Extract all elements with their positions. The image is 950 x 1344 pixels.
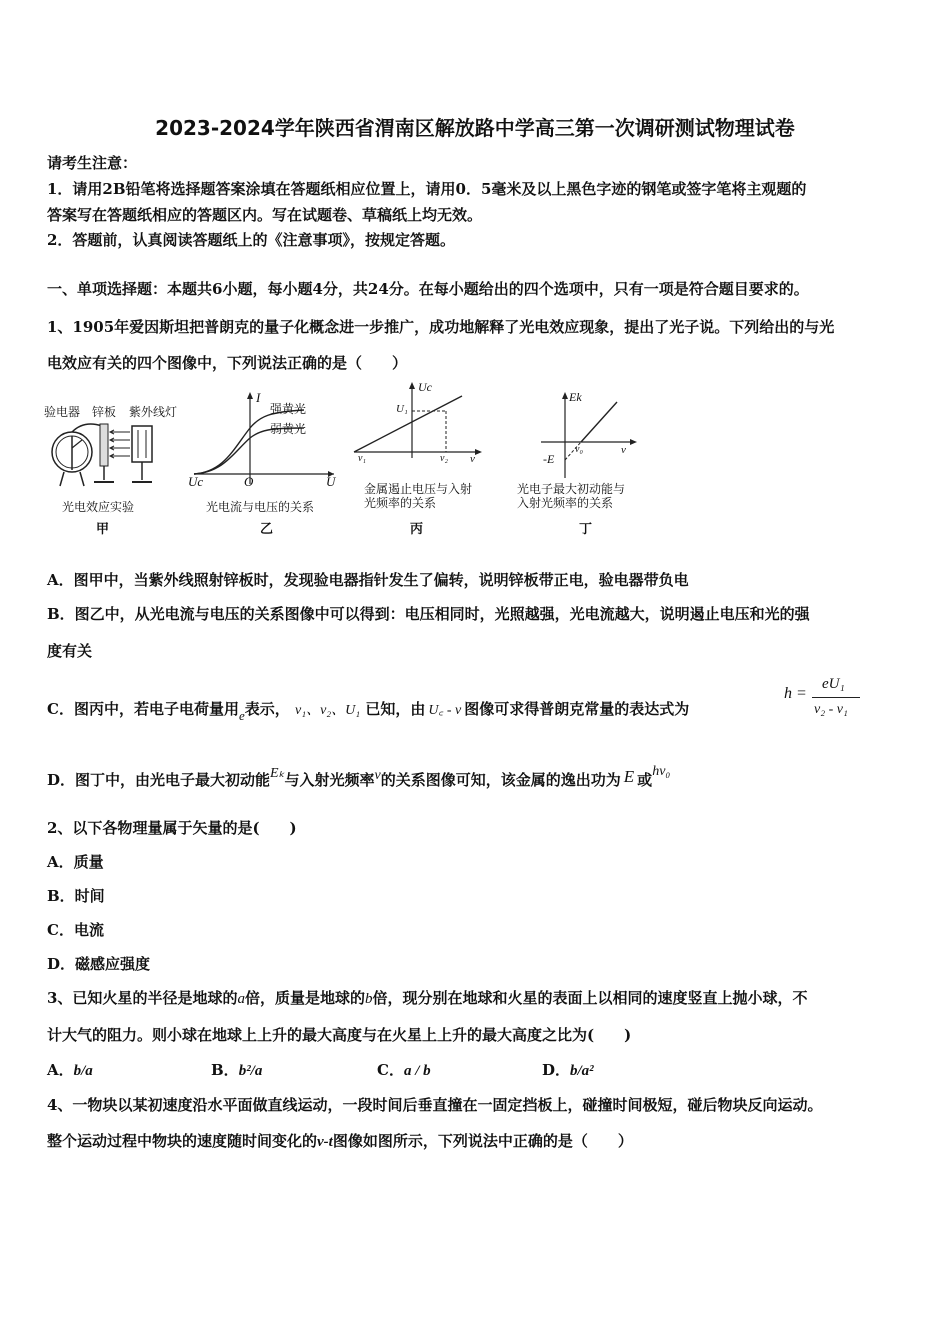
q4-stem-cont xyxy=(47,1130,633,1151)
label-electroscope: 验电器 xyxy=(44,405,81,419)
math-hv0: hν₀ xyxy=(652,764,671,779)
math-v: ν xyxy=(374,768,381,783)
text-segment: 已知，由 xyxy=(365,700,426,718)
fraction-bar xyxy=(812,697,860,698)
axis-label-uc: Uc xyxy=(418,380,432,394)
label-zinc-plate: 锌板 xyxy=(92,405,117,419)
q2-option-d: D．磁感应强度 xyxy=(47,955,151,973)
option-value: a / b xyxy=(403,1063,431,1079)
text-segment: 整个运动过程中物块的速度随时间变化的 xyxy=(47,1132,318,1150)
label-uv-lamp: 紫外线灯 xyxy=(129,405,178,419)
axis-label-i: I xyxy=(256,390,261,405)
math-relation: U꜀ - ν xyxy=(428,703,462,718)
math-denominator: ν₂ - ν₁ xyxy=(814,702,848,717)
notice-line: 1．请用2B铅笔将选择题答案涂填在答题纸相应位置上，请用0．5毫米及以上黑色字迹的钢笔或签字笔将主观题的 xyxy=(47,180,807,198)
q2-option-a: A．质量 xyxy=(47,853,104,871)
label-strong-light: 强黄光 xyxy=(270,402,307,416)
figure-caption: 光电子最大初动能与 xyxy=(517,482,626,496)
label-u1: U₁ xyxy=(396,403,408,415)
figure-yi xyxy=(184,388,344,535)
q2-option-c: C．电流 xyxy=(47,921,104,939)
math-e: E xyxy=(623,767,635,786)
q3-option-a xyxy=(47,1059,93,1080)
axis-origin: O xyxy=(244,474,254,489)
figure-caption: 光电流与电压的关系 xyxy=(206,500,315,514)
axis-label-v: ν xyxy=(621,444,626,456)
label-v0: ν₀ xyxy=(575,444,583,455)
figure-caption: 入射光频率的关系 xyxy=(517,496,614,510)
text-segment: 的关系图像可知，该金属的逸出功为 xyxy=(380,771,621,789)
label-v2: ν₂ xyxy=(440,453,448,464)
figure-ding xyxy=(505,388,640,535)
text-segment: 或 xyxy=(637,771,653,789)
notice-line: 2．答题前，认真阅读答题纸上的《注意事项》，按规定答题。 xyxy=(47,231,455,249)
q3-stem xyxy=(47,987,807,1008)
figure-caption: 光频率的关系 xyxy=(364,496,437,510)
math-vt: v-t xyxy=(317,1134,333,1150)
q2-option-b: B．时间 xyxy=(47,887,105,905)
axis-label-u: U xyxy=(326,474,336,489)
notice-line: 答案写在答题纸相应的答题区内。写在试题卷、草稿纸上均无效。 xyxy=(47,206,483,224)
math-h: h = xyxy=(784,685,807,702)
q1-option-b: B．图乙中，从光电流与电压的关系图像中可以得到：电压相同时，光照越强，光电流越大，说明遏止电压和光的强 xyxy=(47,605,810,623)
math-a: a xyxy=(237,991,245,1007)
q3-stem-cont: 计大气的阻力。则小球在地球上上升的最大高度与在火星上上升的最大高度之比为( ) xyxy=(47,1026,632,1044)
q3-option-b xyxy=(211,1059,262,1080)
text-segment: 与入射光频率 xyxy=(284,771,375,789)
option-letter: D． xyxy=(542,1061,571,1079)
figure-letter: 甲 xyxy=(96,522,110,537)
figure-letter: 乙 xyxy=(260,522,274,537)
text-segment: 表示， xyxy=(244,700,290,718)
math-e: e xyxy=(238,708,245,723)
q1-option-c xyxy=(47,698,690,723)
q1-stem: 电效应有关的四个图像中，下列说法正确的是（ ） xyxy=(47,354,408,372)
q3-option-c xyxy=(377,1059,431,1080)
electroscope-diagram xyxy=(44,418,184,498)
q1-option-a: A．图甲中，当紫外线照射锌板时，发现验电器指针发生了偏转，说明锌板带正电，验电器带负电 xyxy=(47,571,689,589)
text-segment: 倍，现分别在地球和火星的表面上以相同的速度竖直上抛小球，不 xyxy=(372,989,808,1007)
page-title: 2023-2024学年陕西省渭南区解放路中学高三第一次调研测试物理试卷 xyxy=(155,116,795,140)
q1-option-b-cont: 度有关 xyxy=(47,642,93,660)
text-segment: 3、已知火星的半径是地球的 xyxy=(47,989,238,1007)
figure-bing xyxy=(350,378,485,535)
text-segment: 图像如图所示，下列说法中正确的是（ ） xyxy=(332,1132,633,1150)
q2-stem: 2、以下各物理量属于矢量的是( ) xyxy=(47,819,297,837)
math-b: b xyxy=(364,991,373,1007)
option-letter: C． xyxy=(377,1061,404,1079)
option-letter: B． xyxy=(211,1061,239,1079)
q4-stem: 4、一物块以某初速度沿水平面做直线运动，一段时间后垂直撞在一固定挡板上，碰撞时间极短，碰后物块反向运动。 xyxy=(47,1096,823,1114)
math-ek: Eₖ xyxy=(270,766,285,781)
figure-caption: 金属遏止电压与入射 xyxy=(364,482,473,496)
notice-heading: 请考生注意： xyxy=(47,154,138,172)
label-v1: ν₁ xyxy=(358,453,366,464)
axis-label-v: ν xyxy=(470,453,475,465)
option-value: b/a xyxy=(73,1063,93,1079)
text-segment: C．图丙中，若电子电荷量用 xyxy=(47,700,239,718)
q1-stem: 1、1905年爱因斯坦把普朗克的量子化概念进一步推广，成功地解释了光电效应现象，提出了光子说。下列给出的与光 xyxy=(47,318,835,336)
figure-caption: 光电效应实验 xyxy=(62,500,135,514)
option-value: b²/a xyxy=(238,1063,263,1079)
math-vars: ν₁、ν₂、U₁ xyxy=(294,703,361,718)
axis-label-ek: Ek xyxy=(569,390,582,404)
figure-jia xyxy=(44,400,184,535)
label-neg-e: -E xyxy=(543,452,555,466)
section-heading: 一、单项选择题：本题共6小题，每小题4分，共24分。在每小题给出的四个选项中，只有一项是符合题目要求的。 xyxy=(47,280,809,298)
figure-letter: 丙 xyxy=(410,522,424,537)
figure-letter: 丁 xyxy=(579,522,593,537)
q3-option-d xyxy=(542,1059,594,1080)
option-value: b/a² xyxy=(570,1063,594,1079)
axis-label-uc: Uc xyxy=(188,474,204,489)
label-weak-light: 弱黄光 xyxy=(270,422,307,436)
math-numerator: eU₁ xyxy=(822,676,845,692)
q1-option-d xyxy=(47,764,671,790)
text-segment: 图像可求得普朗克常量的表达式为 xyxy=(464,700,690,718)
option-letter: A． xyxy=(47,1061,74,1079)
text-segment: D．图丁中，由光电子最大初动能 xyxy=(47,771,271,789)
current-voltage-graph xyxy=(184,388,344,488)
text-segment: 倍，质量是地球的 xyxy=(244,989,365,1007)
